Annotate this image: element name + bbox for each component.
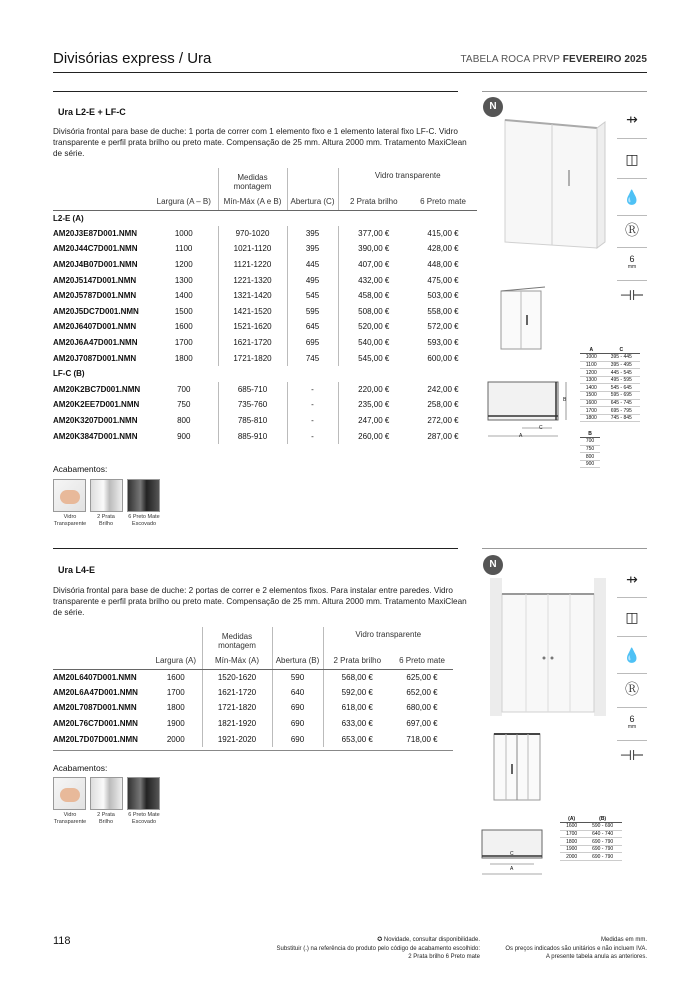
finish-caption-line: Transparente bbox=[53, 818, 87, 825]
minmax-cell: 1821-1920 bbox=[202, 716, 272, 732]
price-preto-cell: 697,00 € bbox=[406, 719, 438, 729]
finish-caption-line: Escovado bbox=[131, 818, 157, 825]
new-badge: N bbox=[483, 555, 503, 575]
th-glass: Vidro transparente bbox=[338, 168, 477, 196]
product-code: AM20J5147D001.NMN bbox=[53, 275, 137, 285]
finishes-label: Acabamentos: bbox=[53, 763, 108, 773]
maxiclean-drop-icon: 💧 bbox=[623, 646, 641, 663]
opening-cell: - bbox=[287, 382, 338, 398]
dim-label-c: C bbox=[539, 425, 543, 431]
section1-rule bbox=[53, 91, 458, 92]
finish-swatch-silver bbox=[90, 479, 123, 512]
dimension-diagram-l2e bbox=[482, 378, 572, 448]
opening-cell: 595 bbox=[287, 304, 338, 320]
price-prata-cell: 545,00 € bbox=[338, 350, 409, 366]
opening-cell: 745 bbox=[287, 350, 338, 366]
opening-cell: 640 bbox=[272, 685, 323, 701]
th-preto: 6 Preto mate bbox=[409, 196, 477, 210]
group-label: L2-E (A) bbox=[53, 213, 84, 223]
price-prata-cell: 377,00 € bbox=[338, 226, 409, 242]
product-plan-l2e bbox=[495, 285, 550, 357]
price-preto-cell: 242,00 € bbox=[427, 384, 459, 394]
opening-cell: - bbox=[287, 413, 338, 429]
mini-cell: 595 - 695 bbox=[603, 392, 640, 400]
price-preto-cell: 428,00 € bbox=[427, 244, 459, 254]
icon-separator bbox=[617, 178, 647, 179]
minmax-cell: 1021-1120 bbox=[218, 241, 287, 257]
product-code: AM20J3E87D001.NMN bbox=[53, 228, 138, 238]
product-code: AM20J5787D001.NMN bbox=[53, 291, 137, 301]
footer-line: Substituir (.) na referência do produto pelo código de acabamento escolhido: bbox=[276, 945, 480, 952]
finish-caption-glass bbox=[50, 812, 90, 825]
opening-cell: 645 bbox=[287, 319, 338, 335]
mini-cell: 695 - 795 bbox=[603, 407, 640, 415]
page-number: 118 bbox=[53, 935, 71, 947]
finish-caption-line: Vidro bbox=[63, 514, 77, 520]
product-code: AM20K2EE7D001.NMN bbox=[53, 400, 140, 410]
finish-caption-glass bbox=[50, 514, 90, 527]
mini-row bbox=[580, 460, 600, 468]
finish-caption-line: Brilho bbox=[98, 818, 114, 825]
price-prata-cell: 220,00 € bbox=[338, 382, 409, 398]
width-cell: 1700 bbox=[174, 338, 193, 348]
table-row bbox=[53, 428, 477, 444]
product-code: AM20J6407D001.NMN bbox=[53, 322, 137, 332]
mini-cell: 1500 bbox=[580, 392, 603, 400]
th-width: Largura (A – B) bbox=[150, 196, 218, 210]
th-preto: 6 Preto mate bbox=[391, 655, 453, 669]
mini-row bbox=[580, 376, 640, 384]
width-cell: 2000 bbox=[166, 734, 185, 744]
price-preto-cell: 475,00 € bbox=[427, 275, 459, 285]
mini-head: C bbox=[603, 346, 640, 354]
mini-cell: 900 bbox=[580, 460, 600, 468]
table-row bbox=[53, 257, 477, 273]
mini-cell: 1100 bbox=[580, 361, 603, 369]
mini-row bbox=[560, 853, 622, 861]
mini-cell: 690 - 790 bbox=[583, 853, 622, 861]
minmax-cell: 1520-1620 bbox=[202, 669, 272, 685]
price-prata-cell: 235,00 € bbox=[338, 397, 409, 413]
minmax-cell: 1421-1520 bbox=[218, 304, 287, 320]
finish-caption-line: 6 Preto Mate bbox=[128, 812, 160, 818]
mini-cell: 1200 bbox=[580, 369, 603, 377]
maxiclean-drop-icon: 💧 bbox=[623, 188, 641, 205]
width-cell: 750 bbox=[177, 400, 191, 410]
finish-caption-line: 2 Prata bbox=[97, 812, 115, 818]
price-preto-cell: 503,00 € bbox=[427, 291, 459, 301]
mini-cell: 645 - 745 bbox=[603, 399, 640, 407]
width-cell: 900 bbox=[177, 431, 191, 441]
catalog-edition-prefix: TABELA ROCA PRVP bbox=[460, 54, 560, 65]
section2-description: Divisória frontal para base de duche: 2 portas de correr e 2 elementos fixos. Para instalar entre paredes. Vidro transparente e perfil prata brilho ou preto mate. Compensação de 25 mm. Altura 2000 mm. Tratamento MaxiClean de série. bbox=[53, 586, 467, 617]
mini-cell: 1400 bbox=[580, 384, 603, 392]
section1-price-table bbox=[53, 168, 477, 444]
table-row bbox=[53, 226, 477, 242]
sliding-door-icon: ⇸ bbox=[626, 110, 638, 127]
mini-cell: 745 - 845 bbox=[603, 414, 640, 422]
mini-cell: 1700 bbox=[580, 407, 603, 415]
minmax-cell: 1521-1620 bbox=[218, 319, 287, 335]
finish-caption-line: Transparente bbox=[53, 520, 87, 527]
product-code: AM20J5DC7D001.NMN bbox=[53, 306, 139, 316]
mini-head: (B) bbox=[583, 815, 622, 823]
finishes-label: Acabamentos: bbox=[53, 464, 108, 474]
table-row bbox=[53, 716, 453, 732]
th-minmax: Mín-Máx (A) bbox=[202, 655, 272, 669]
width-cell: 1800 bbox=[166, 703, 185, 713]
footer-notes-center bbox=[277, 936, 480, 962]
mini-row bbox=[560, 838, 622, 846]
product-code: AM20L7087D001.NMN bbox=[53, 703, 137, 713]
mini-cell: 1800 bbox=[560, 838, 583, 846]
icon-separator bbox=[617, 707, 647, 708]
glass-thickness-unit: mm bbox=[627, 264, 637, 270]
dim-label-a: A bbox=[510, 866, 514, 872]
glass-thickness-value: 6 bbox=[629, 254, 635, 264]
width-cell: 1100 bbox=[175, 244, 193, 254]
group-label: LF-C (B) bbox=[53, 369, 85, 379]
section2-title: Ura L4-E bbox=[58, 565, 96, 575]
section2-mini-table bbox=[560, 815, 622, 861]
mini-row bbox=[580, 414, 640, 422]
footer-line: Os preços indicados são unitários e não incluem IVA. bbox=[505, 945, 647, 952]
price-preto-cell: 625,00 € bbox=[406, 672, 438, 682]
finish-swatch-glass bbox=[53, 777, 86, 810]
header-rule bbox=[53, 72, 647, 73]
compensation-icon: ⊣⊢ bbox=[619, 286, 645, 303]
product-code: AM20K3207D001.NMN bbox=[53, 416, 138, 426]
product-code: AM20L7D07D001.NMN bbox=[53, 734, 138, 744]
opening-cell: - bbox=[287, 428, 338, 444]
th-opening: Abertura (C) bbox=[287, 196, 338, 210]
product-code: AM20K3847D001.NMN bbox=[53, 431, 138, 441]
table-row bbox=[53, 700, 453, 716]
mini-row bbox=[580, 407, 640, 415]
minmax-cell: 1121-1220 bbox=[218, 257, 287, 273]
catalog-edition bbox=[460, 54, 647, 65]
mini-cell: 395 - 445 bbox=[603, 354, 640, 362]
icon-separator bbox=[617, 636, 647, 637]
mini-cell: 590 - 690 bbox=[583, 823, 622, 831]
th-glass: Vidro transparente bbox=[323, 627, 453, 655]
mini-cell: 1900 bbox=[560, 845, 583, 853]
catalog-edition-date: FEVEREIRO 2025 bbox=[562, 54, 647, 65]
section1-mini-table-b bbox=[580, 430, 600, 468]
width-cell: 1900 bbox=[166, 719, 185, 729]
mini-row bbox=[580, 438, 600, 446]
price-preto-cell: 272,00 € bbox=[427, 416, 459, 426]
finish-caption-line: 2 Prata bbox=[97, 514, 115, 520]
mini-cell: 690 - 790 bbox=[583, 838, 622, 846]
width-cell: 1600 bbox=[166, 672, 185, 682]
mini-row bbox=[560, 823, 622, 831]
mini-row bbox=[580, 399, 640, 407]
price-prata-cell: 508,00 € bbox=[338, 304, 409, 320]
clear-glass-icon: ◫ bbox=[625, 608, 639, 625]
width-cell: 1200 bbox=[174, 260, 193, 270]
price-prata-cell: 568,00 € bbox=[323, 669, 391, 685]
opening-cell: - bbox=[287, 397, 338, 413]
mini-cell: 690 - 790 bbox=[583, 845, 622, 853]
width-cell: 1300 bbox=[174, 275, 193, 285]
mini-cell: 1000 bbox=[580, 354, 603, 362]
mini-cell: 800 bbox=[580, 453, 600, 461]
mini-cell: 445 - 545 bbox=[603, 369, 640, 377]
opening-cell: 545 bbox=[287, 288, 338, 304]
clear-glass-icon: ◫ bbox=[625, 150, 639, 167]
width-cell: 1000 bbox=[174, 228, 193, 238]
finish-caption-silver bbox=[88, 812, 124, 825]
compensation-icon: ⊣⊢ bbox=[619, 746, 645, 763]
dim-label-c: C bbox=[510, 851, 514, 857]
minmax-cell: 1721-1820 bbox=[202, 700, 272, 716]
width-cell: 1700 bbox=[166, 687, 185, 697]
minmax-cell: 1221-1320 bbox=[218, 272, 287, 288]
mini-row bbox=[580, 392, 640, 400]
footer-line: 2 Prata brilho 6 Preto mate bbox=[408, 954, 480, 960]
opening-cell: 445 bbox=[287, 257, 338, 273]
opening-cell: 395 bbox=[287, 241, 338, 257]
mini-cell: 545 - 645 bbox=[603, 384, 640, 392]
minmax-cell: 970-1020 bbox=[218, 226, 287, 242]
mini-cell: 495 - 595 bbox=[603, 376, 640, 384]
price-prata-cell: 458,00 € bbox=[338, 288, 409, 304]
price-preto-cell: 558,00 € bbox=[427, 306, 459, 316]
mini-cell: 1800 bbox=[580, 414, 603, 422]
mini-cell: 1300 bbox=[580, 376, 603, 384]
price-prata-cell: 407,00 € bbox=[338, 257, 409, 273]
width-cell: 1600 bbox=[174, 322, 193, 332]
finish-swatch-silver bbox=[90, 777, 123, 810]
th-opening: Abertura (B) bbox=[272, 655, 323, 669]
icon-separator bbox=[617, 597, 647, 598]
width-cell: 1400 bbox=[174, 291, 193, 301]
price-preto-cell: 572,00 € bbox=[427, 322, 459, 332]
finish-swatch-glass bbox=[53, 479, 86, 512]
section2-rule bbox=[53, 548, 458, 549]
price-prata-cell: 618,00 € bbox=[323, 700, 391, 716]
product-code: AM20J4B07D001.NMN bbox=[53, 260, 138, 270]
mini-head: (A) bbox=[560, 815, 583, 823]
mini-cell: 395 - 495 bbox=[603, 361, 640, 369]
price-preto-cell: 600,00 € bbox=[427, 353, 459, 363]
mini-row bbox=[580, 369, 640, 377]
glass-thickness-unit: mm bbox=[627, 724, 637, 730]
icon-separator bbox=[617, 673, 647, 674]
product-code: AM20L6407D001.NMN bbox=[53, 672, 137, 682]
product-photo-l2e bbox=[497, 110, 607, 250]
section1-description: Divisória frontal para base de duche: 1 porta de correr com 1 elemento fixo e 1 elemento lateral fixo LF-C. Vidro transparente e perfil prata brilho ou preto mate. Compensação de 25 mm. Altura 2000 mm. Tratamento MaxiClean de série. bbox=[53, 127, 467, 158]
mini-row bbox=[580, 445, 600, 453]
th-measures: Medidas montagem bbox=[218, 168, 287, 196]
mini-row bbox=[560, 830, 622, 838]
mini-row bbox=[560, 845, 622, 853]
price-prata-cell: 633,00 € bbox=[323, 716, 391, 732]
product-photo-l4e bbox=[488, 578, 608, 718]
footer-line: Medidas em mm. bbox=[600, 937, 647, 943]
table-row bbox=[53, 382, 477, 398]
width-cell: 1800 bbox=[174, 353, 193, 363]
mini-row bbox=[580, 453, 600, 461]
table-row bbox=[53, 669, 453, 685]
table-row bbox=[53, 397, 477, 413]
finish-swatch-black bbox=[127, 479, 160, 512]
mini-cell: 640 - 740 bbox=[583, 830, 622, 838]
section2-price-table bbox=[53, 627, 453, 747]
mini-cell: 1600 bbox=[580, 399, 603, 407]
width-cell: 1500 bbox=[174, 306, 193, 316]
product-code: AM20L6A47D001.NMN bbox=[53, 687, 138, 697]
finish-caption-black bbox=[124, 812, 164, 825]
footer-notes-right bbox=[505, 936, 647, 962]
minmax-cell: 785-810 bbox=[218, 413, 287, 429]
width-cell: 700 bbox=[177, 384, 191, 394]
price-prata-cell: 260,00 € bbox=[338, 428, 409, 444]
price-prata-cell: 390,00 € bbox=[338, 241, 409, 257]
mini-cell: 750 bbox=[580, 445, 600, 453]
icon-separator bbox=[617, 138, 647, 139]
price-prata-cell: 520,00 € bbox=[338, 319, 409, 335]
product-code: AM20L76C7D001.NMN bbox=[53, 719, 138, 729]
section1-rule-right bbox=[482, 91, 647, 92]
mini-cell: 700 bbox=[580, 438, 600, 446]
price-preto-cell: 652,00 € bbox=[406, 687, 438, 697]
th-minmax: Mín-Máx (A e B) bbox=[218, 196, 287, 210]
product-code: AM20J7087D001.NMN bbox=[53, 353, 137, 363]
section2-rule-right bbox=[482, 548, 647, 549]
mini-row bbox=[580, 361, 640, 369]
page-title: Divisórias express / Ura bbox=[53, 50, 212, 67]
product-plan-l4e bbox=[490, 730, 546, 805]
footer-line: A presente tabela anula as anteriores. bbox=[545, 954, 647, 960]
mini-row bbox=[580, 384, 640, 392]
price-prata-cell: 653,00 € bbox=[323, 731, 391, 747]
th-prata: 2 Prata brilho bbox=[338, 196, 409, 210]
glass-thickness-icon bbox=[617, 249, 647, 277]
minmax-cell: 685-710 bbox=[218, 382, 287, 398]
price-prata-cell: 540,00 € bbox=[338, 335, 409, 351]
opening-cell: 695 bbox=[287, 335, 338, 351]
opening-cell: 690 bbox=[272, 731, 323, 747]
dim-label-b: B bbox=[563, 397, 567, 403]
opening-cell: 495 bbox=[287, 272, 338, 288]
table-row bbox=[53, 350, 477, 366]
opening-cell: 690 bbox=[272, 700, 323, 716]
finish-caption-black bbox=[124, 514, 164, 527]
finish-caption-line: Escovado bbox=[131, 520, 157, 527]
dim-label-a: A bbox=[519, 433, 523, 439]
minmax-cell: 1721-1820 bbox=[218, 350, 287, 366]
icon-separator bbox=[617, 247, 647, 248]
finish-caption-line: 6 Preto Mate bbox=[128, 514, 160, 520]
table-row bbox=[53, 685, 453, 701]
mini-head: B bbox=[580, 430, 600, 438]
price-preto-cell: 415,00 € bbox=[427, 228, 459, 238]
mini-row bbox=[580, 354, 640, 362]
opening-cell: 690 bbox=[272, 716, 323, 732]
table-row bbox=[53, 335, 477, 351]
table-row bbox=[53, 413, 477, 429]
section1-mini-table bbox=[580, 346, 640, 422]
price-prata-cell: 432,00 € bbox=[338, 272, 409, 288]
minmax-cell: 885-910 bbox=[218, 428, 287, 444]
price-prata-cell: 592,00 € bbox=[323, 685, 391, 701]
mini-cell: 1700 bbox=[560, 830, 583, 838]
section2-table-bottom-rule bbox=[53, 750, 453, 751]
price-preto-cell: 448,00 € bbox=[427, 260, 459, 270]
hand-icon bbox=[60, 788, 80, 802]
price-preto-cell: 258,00 € bbox=[427, 400, 459, 410]
product-code: AM20J6A47D001.NMN bbox=[53, 338, 138, 348]
minmax-cell: 1621-1720 bbox=[218, 335, 287, 351]
finish-caption-silver bbox=[88, 514, 124, 527]
section1-title: Ura L2-E + LF-C bbox=[58, 107, 126, 117]
footer-line: ✪ Novidade, consultar disponibilidade. bbox=[377, 937, 480, 943]
mini-head: A bbox=[580, 346, 603, 354]
th-prata: 2 Prata brilho bbox=[323, 655, 391, 669]
mini-cell: 2000 bbox=[560, 853, 583, 861]
hand-icon bbox=[60, 490, 80, 504]
table-row bbox=[53, 272, 477, 288]
price-prata-cell: 247,00 € bbox=[338, 413, 409, 429]
glass-thickness-icon bbox=[617, 709, 647, 737]
minmax-cell: 1321-1420 bbox=[218, 288, 287, 304]
table-row bbox=[53, 241, 477, 257]
minmax-cell: 1921-2020 bbox=[202, 731, 272, 747]
glass-thickness-value: 6 bbox=[629, 714, 635, 724]
minmax-cell: 735-760 bbox=[218, 397, 287, 413]
minmax-cell: 1621-1720 bbox=[202, 685, 272, 701]
product-code: AM20K2BC7D001.NMN bbox=[53, 384, 141, 394]
table-row bbox=[53, 731, 453, 747]
sliding-door-icon: ⇸ bbox=[626, 570, 638, 587]
width-cell: 800 bbox=[177, 416, 191, 426]
reversible-icon: Ⓡ bbox=[625, 222, 639, 238]
finish-swatch-black bbox=[127, 777, 160, 810]
th-width: Largura (A) bbox=[150, 655, 202, 669]
reversible-icon: Ⓡ bbox=[625, 681, 639, 697]
opening-cell: 590 bbox=[272, 669, 323, 685]
opening-cell: 395 bbox=[287, 226, 338, 242]
price-preto-cell: 718,00 € bbox=[406, 734, 438, 744]
price-preto-cell: 680,00 € bbox=[406, 703, 438, 713]
table-row bbox=[53, 304, 477, 320]
finish-caption-line: Vidro bbox=[63, 812, 77, 818]
price-preto-cell: 593,00 € bbox=[427, 338, 459, 348]
new-badge: N bbox=[483, 97, 503, 117]
table-row bbox=[53, 288, 477, 304]
price-preto-cell: 287,00 € bbox=[427, 431, 459, 441]
product-code: AM20J44C7D001.NMN bbox=[53, 244, 138, 254]
finish-caption-line: Brilho bbox=[98, 520, 114, 527]
mini-cell: 1600 bbox=[560, 823, 583, 831]
table-row bbox=[53, 319, 477, 335]
th-measures: Medidas montagem bbox=[202, 627, 272, 655]
